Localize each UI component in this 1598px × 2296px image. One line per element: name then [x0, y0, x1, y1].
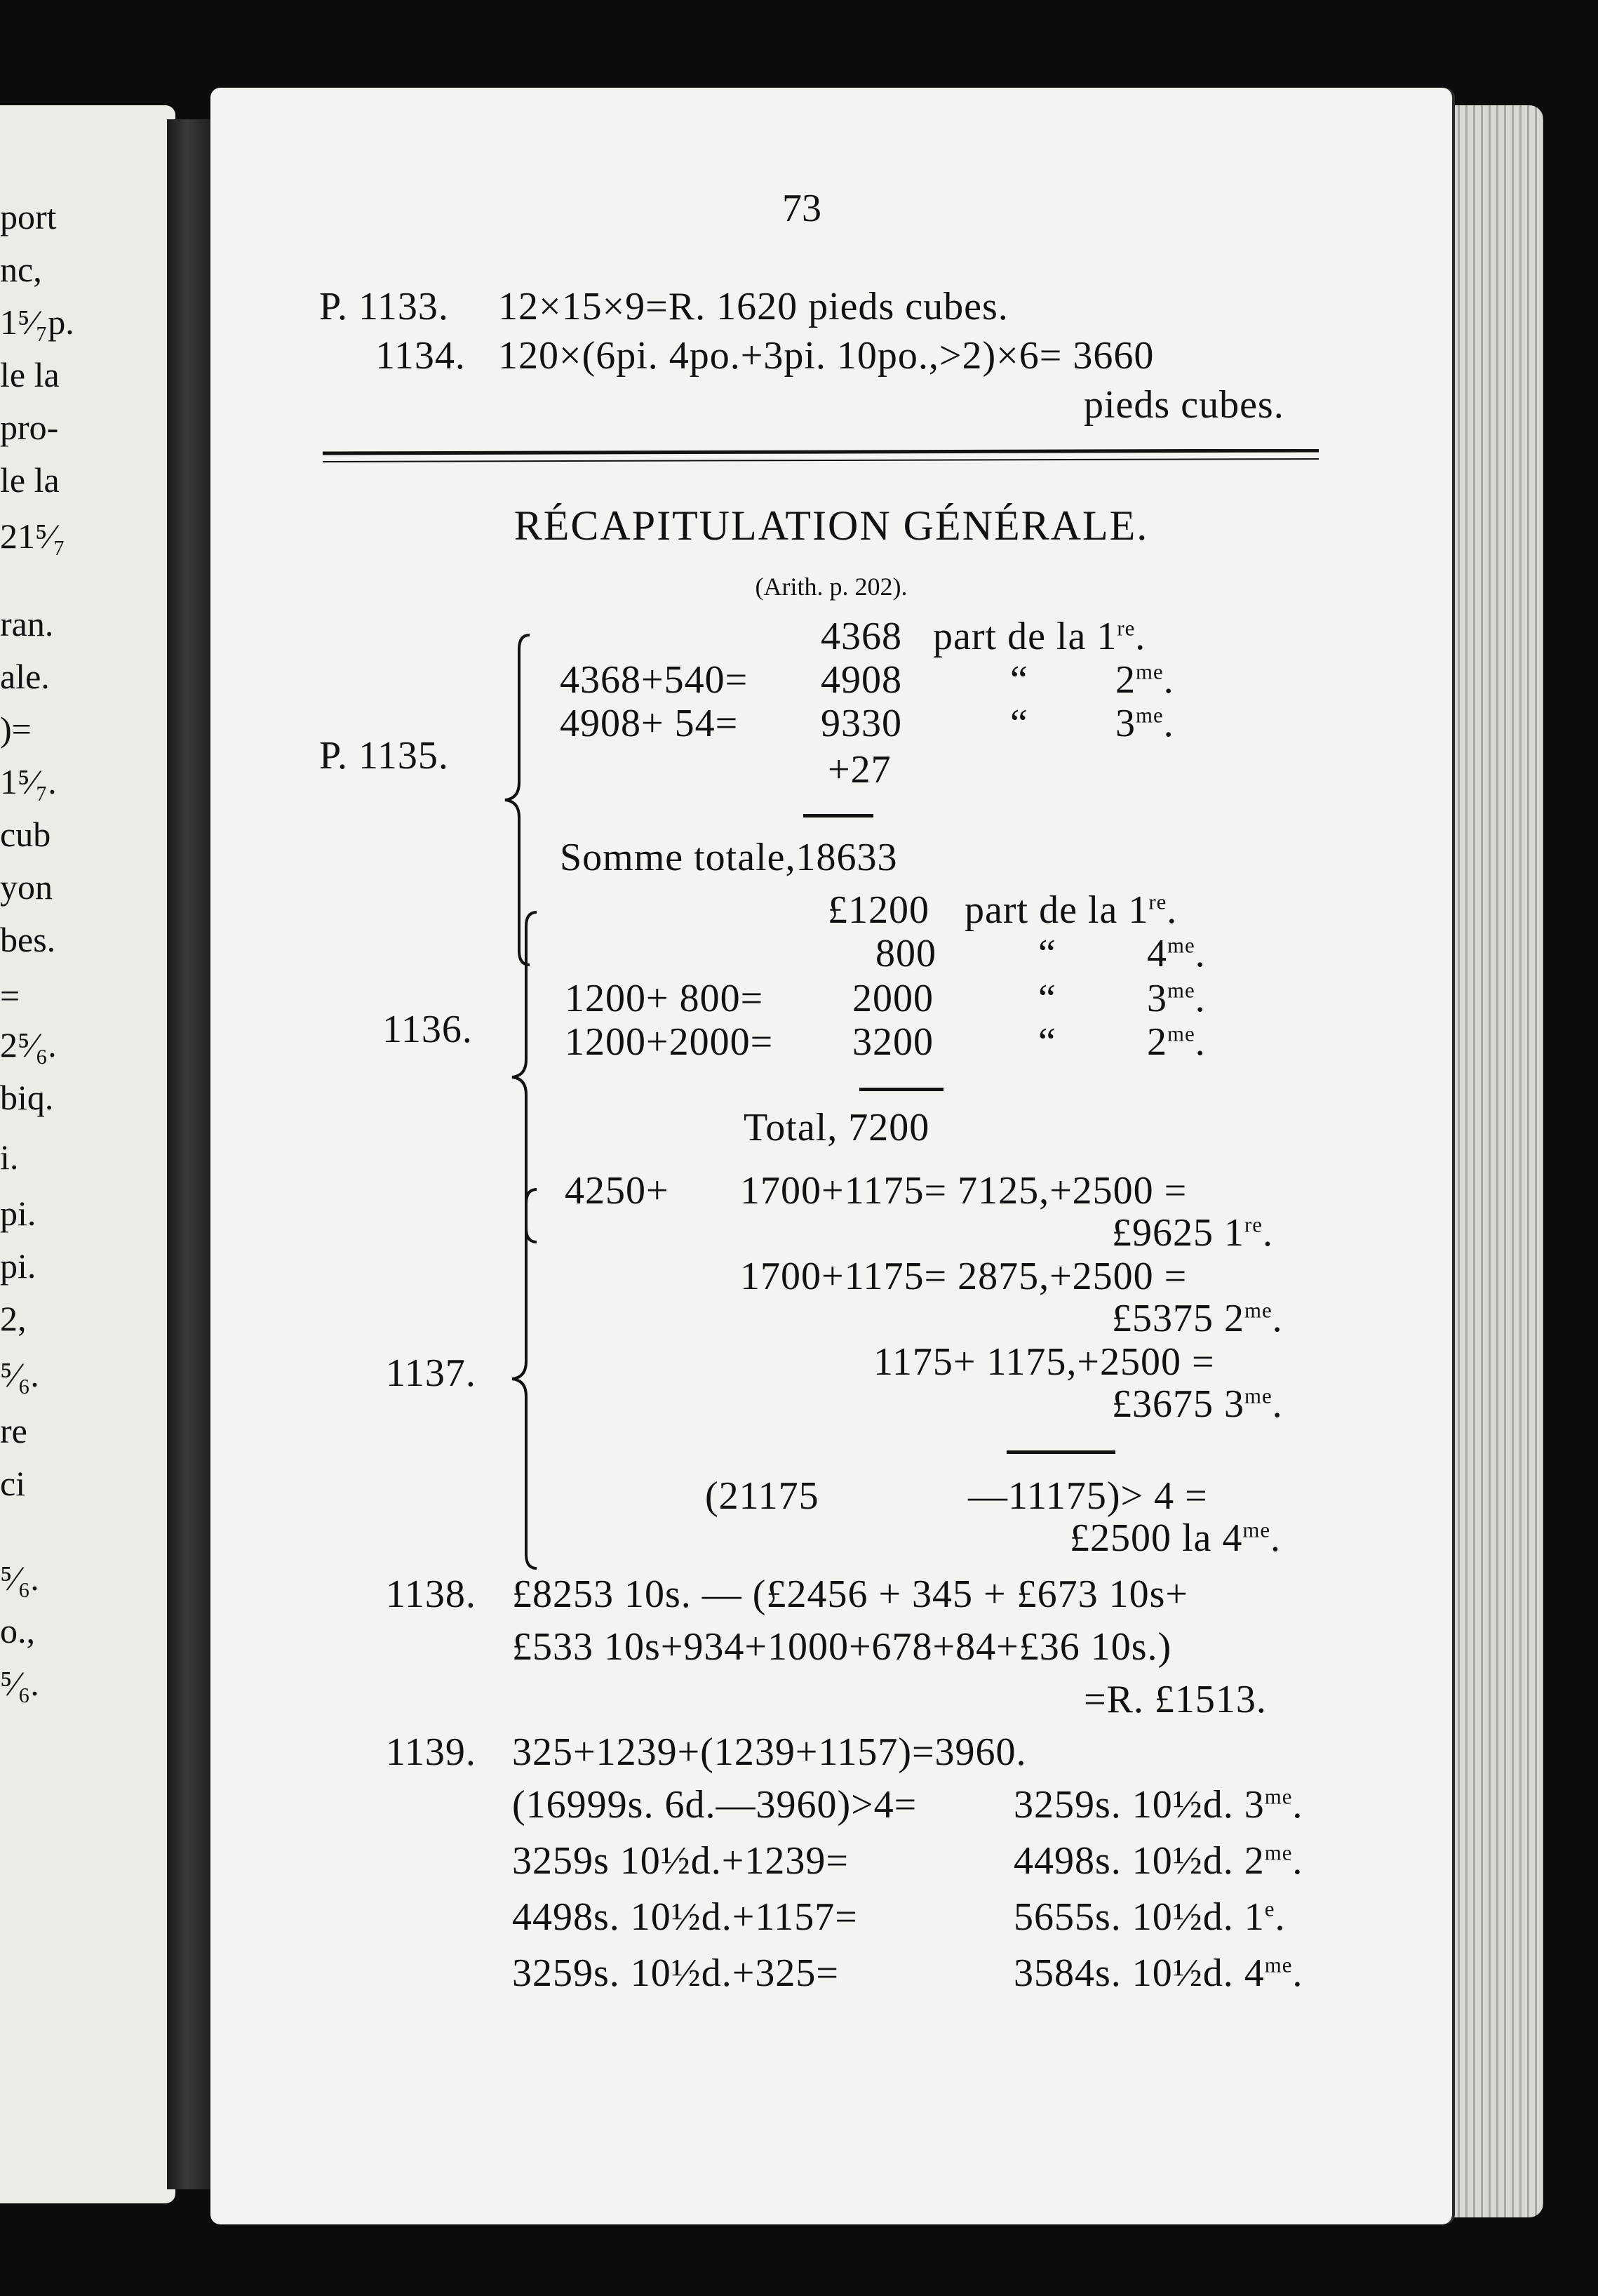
p1135-val-1: 4368: [821, 615, 902, 658]
p1136-val-2: 800: [875, 932, 936, 975]
p1139-line-1: 325+1239+(1239+1157)=3960.: [512, 1730, 1027, 1774]
p1137-line-1: 1700+1175= 7125,+2500 =: [740, 1169, 1188, 1213]
p1136-ditto-4: “: [1038, 1020, 1056, 1064]
p1136-ord-3: $3^{me}$.: [1147, 977, 1206, 1020]
left-page-fragment: 2,: [0, 1299, 27, 1338]
p1137-result-1: £9625 1re.: [1112, 1211, 1273, 1255]
book-gutter: [167, 119, 216, 2189]
p1136-ditto-3: “: [1038, 977, 1056, 1020]
left-page-fragment: )=: [0, 709, 32, 749]
problem-1134-text: 120×(6pi. 4po.+3pi. 10po.,>2)×6= 3660: [498, 334, 1155, 378]
p1135-eq-3: 4908+ 54=: [560, 702, 739, 745]
p1137-result-2: £5375 $2^{me}$.: [1112, 1297, 1283, 1340]
p1136-total: Total, 7200: [744, 1106, 930, 1149]
left-page-fragment: ⁵⁄₆.: [0, 1559, 39, 1598]
p1135-total: Somme totale,18633: [560, 836, 898, 879]
left-page-fragment: ci: [0, 1464, 26, 1503]
p1137-sum-rule: [1007, 1450, 1115, 1454]
p1138-line-2: £533 10s+934+1000+678+84+£36 10s.): [512, 1625, 1172, 1669]
p1138-line-1: £8253 10s. — (£2456 + 345 + £673 10s+: [512, 1573, 1188, 1616]
left-page-fragment: le la: [0, 460, 60, 500]
left-page: [0, 105, 175, 2203]
page-number: 73: [782, 187, 821, 230]
left-page-fragment: ran.: [0, 604, 54, 643]
problem-1133-text: 12×15×9=R. 1620 pieds cubes.: [498, 285, 1009, 328]
p1137-start: 4250+: [565, 1169, 669, 1213]
left-page-fragment: pi.: [0, 1246, 36, 1286]
p1138-line-3: =R. £1513.: [1084, 1678, 1267, 1721]
left-page-fragment: i.: [0, 1137, 19, 1177]
left-page-fragment: biq.: [0, 1078, 54, 1117]
p1139-line-4a: 4498s. 10½d.+1157=: [512, 1895, 858, 1939]
p1136-val-4: 3200: [852, 1020, 934, 1064]
p1136-val-3: 2000: [852, 977, 934, 1020]
p1137-line-4a: (21175: [705, 1474, 819, 1518]
left-page-fragment: le la: [0, 355, 60, 394]
p1137-result-4: £2500 la $4^{me}$.: [1070, 1516, 1282, 1560]
problem-1139-label: 1139.: [386, 1730, 476, 1774]
problem-1135-label: P. 1135.: [319, 734, 449, 777]
p1139-line-3a: 3259s 10½d.+1239=: [512, 1839, 849, 1883]
brace-1137: [509, 1186, 551, 1572]
left-page-fragment: pro-: [0, 408, 59, 447]
p1135-ord-3: $3^{me}$.: [1115, 702, 1174, 745]
left-page-fragment: re: [0, 1411, 27, 1450]
left-page-fragment: nc,: [0, 250, 42, 289]
p1137-line-4b: —11175)> 4 =: [968, 1474, 1208, 1518]
left-page-fragment: cub: [0, 815, 51, 854]
p1137-line-2: 1700+1175= 2875,+2500 =: [740, 1255, 1188, 1298]
problem-1133-label: P. 1133.: [319, 285, 449, 328]
p1137-result-3: £3675 $3^{me}$.: [1112, 1382, 1283, 1426]
p1136-ord-2: $4^{me}$.: [1147, 932, 1206, 975]
p1136-eq-3: 1200+ 800=: [565, 977, 764, 1020]
p1136-val-1: £1200: [828, 888, 929, 932]
left-page-fragment: ⁵⁄₆.: [0, 1355, 39, 1394]
p1135-val-3: 9330: [821, 702, 902, 745]
p1136-eq-4: 1200+2000=: [565, 1020, 774, 1064]
p1139-line-5b: 3584s. 10½d. $4^{me}$.: [1014, 1951, 1303, 1995]
p1135-part-1: part de la 1re.: [933, 615, 1146, 658]
problem-1137-label: 1137.: [386, 1351, 476, 1395]
page-edges: [1452, 105, 1543, 2217]
left-page-fragment: ale.: [0, 657, 50, 696]
left-page-fragment: 21⁵⁄₇: [0, 516, 66, 556]
left-page-fragment: =: [0, 976, 20, 1015]
p1135-ditto-3: “: [1010, 702, 1028, 745]
left-page-fragment: 1⁵⁄₇.: [0, 762, 57, 801]
book-page: [210, 88, 1452, 2224]
p1136-part-1: part de la 1re.: [965, 888, 1178, 932]
p1139-line-4b: 5655s. 10½d. 1e.: [1014, 1895, 1286, 1939]
p1136-ditto-2: “: [1038, 932, 1056, 975]
double-rule: [323, 449, 1319, 466]
problem-1134-label: 1134.: [375, 334, 466, 378]
left-page-fragment: 2⁵⁄₆.: [0, 1025, 57, 1064]
left-page-fragment: pi.: [0, 1194, 36, 1233]
p1139-line-3b: 4498s. 10½d. $2^{me}$.: [1014, 1839, 1303, 1883]
left-page-fragment: o.,: [0, 1611, 35, 1650]
p1136-ord-4: $2^{me}$.: [1147, 1020, 1206, 1064]
p1139-line-2b: 3259s. 10½d. $3^{me}$.: [1014, 1783, 1303, 1827]
problem-1134-continuation: pieds cubes.: [1084, 383, 1284, 427]
left-page-fragment: bes.: [0, 920, 56, 959]
left-page-fragment: ⁵⁄₆.: [0, 1664, 39, 1703]
p1137-line-3: 1175+ 1175,+2500 =: [873, 1340, 1215, 1384]
p1135-val-2: 4908: [821, 658, 902, 702]
p1135-ditto-2: “: [1010, 658, 1028, 702]
left-page-fragment: port: [0, 197, 57, 236]
p1139-line-5a: 3259s. 10½d.+325=: [512, 1951, 839, 1995]
p1136-sum-rule: [859, 1088, 944, 1091]
problem-1136-label: 1136.: [382, 1008, 473, 1051]
problem-1138-label: 1138.: [386, 1573, 476, 1616]
left-page-fragment: yon: [0, 867, 53, 907]
p1135-ord-2: $2^{me}$.: [1115, 658, 1174, 702]
p1139-line-2a: (16999s. 6d.—3960)>4=: [512, 1783, 918, 1827]
p1135-val-4: +27: [828, 748, 892, 792]
left-page-fragment: 1⁵⁄₇p.: [0, 302, 74, 342]
p1135-sum-rule: [803, 814, 873, 817]
section-subtitle: (Arith. p. 202).: [755, 573, 908, 601]
section-title: RÉCAPITULATION GÉNÉRALE.: [513, 502, 1149, 549]
p1135-eq-2: 4368+540=: [560, 658, 748, 702]
